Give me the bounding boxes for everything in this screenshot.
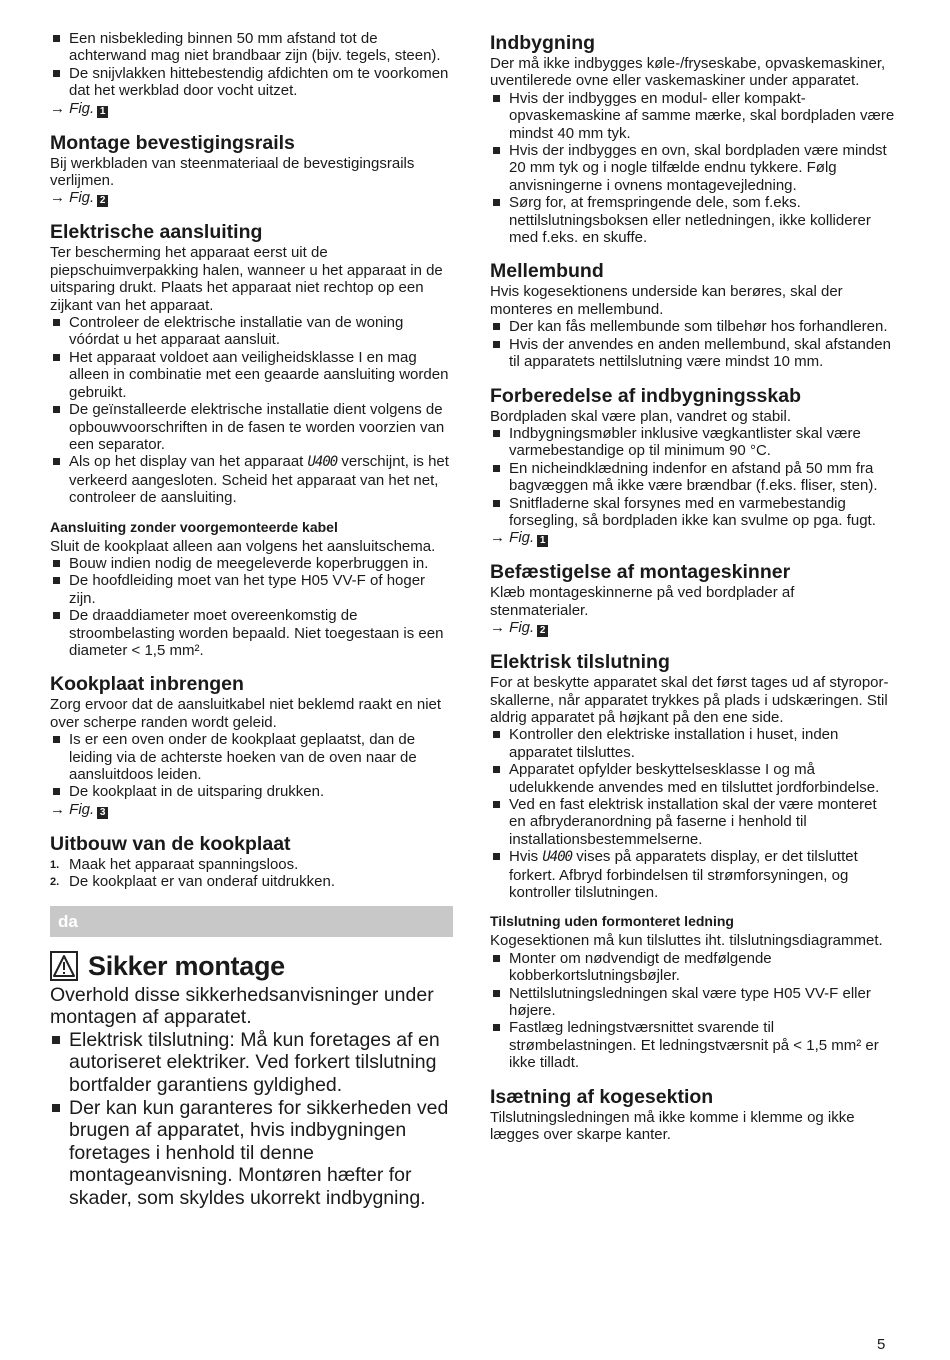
bullet-list xyxy=(490,90,895,247)
list-item: De kookplaat in de uitsparing drukken. xyxy=(50,783,455,800)
numbered-list xyxy=(50,856,455,891)
list-item: Der kan kun garanteres for sikkerheden ved brugen af apparatet, hvis indbygningen foretages i henhold til denne montageanvisning. Montøren hæfter for skader, som skyldes ukorrekt indbygning. xyxy=(50,1097,455,1210)
list-item: Sørg for, at fremspringende dele, som f.eks. nettilslutningsboksen eller netledningen, ikke kolliderer med f.eks. en skuffe. xyxy=(490,194,895,246)
paragraph: Kogesektionen må kun tilsluttes iht. tilslutningsdiagrammet. xyxy=(490,932,883,950)
section-heading: Indbygning xyxy=(490,32,596,54)
arrow-right-icon: → xyxy=(50,189,65,207)
figure-reference: → Fig. 1 xyxy=(490,529,895,547)
list-item: Der kan fås mellembunde som tilbehør hos forhandleren. xyxy=(490,318,895,335)
bullet-list xyxy=(50,731,455,801)
left-column xyxy=(50,30,455,1210)
paragraph: Bij werkbladen van steenmateriaal de bevestigingsrails verlijmen. xyxy=(50,154,415,190)
list-item: 2. De kookplaat er van onderaf uitdrukken. xyxy=(50,873,335,891)
language-bar xyxy=(50,906,453,937)
paragraph: Tilslutningsledningen må ikke komme i klemme og ikke lægges over skarpe kanter. xyxy=(490,1108,855,1144)
list-item: De geïnstalleerde elektrische installatie dient volgens de opbouwvoorschriften in de fasen te worden voorzien van een separator. xyxy=(50,401,455,453)
section-heading: Kookplaat inbrengen xyxy=(50,673,244,696)
list-item: Monter om nødvendigt de medfølgende kobberkortslutningsbøjler. xyxy=(490,950,895,985)
paragraph: Bordpladen skal være plan, vandret og stabil. xyxy=(490,407,792,425)
language-label: da xyxy=(58,911,78,931)
figure-number-badge: 3 xyxy=(97,807,108,819)
figure-reference: → Fig. 2 xyxy=(50,189,455,207)
figure-number-badge: 1 xyxy=(97,106,108,118)
safety-title-row xyxy=(50,951,455,982)
figure-number-badge: 2 xyxy=(537,625,548,637)
subsection-heading: Aansluiting zonder voorgemonteerde kabel xyxy=(50,518,338,535)
figure-reference: → Fig. 2 xyxy=(490,619,895,637)
list-item: Kontroller den elektriske installation i huset, inden apparatet tilsluttes. xyxy=(490,726,895,761)
bullet-list xyxy=(50,314,455,506)
display-code: U400 xyxy=(542,849,573,866)
section-heading: Forberedelse af indbygningsskab xyxy=(490,384,801,407)
figure-number-badge: 1 xyxy=(537,535,548,547)
intro-bullet-list xyxy=(50,30,455,100)
list-item: Ved en fast elektrisk installation skal der være monteret en afbryderanordning på faserne i henhold til installationsbestemmelserne. xyxy=(490,796,895,848)
warning-icon xyxy=(50,951,78,981)
list-item: Bouw indien nodig de meegeleverde koperbruggen in. xyxy=(50,555,455,572)
safety-bullet-list xyxy=(50,1029,455,1210)
display-code: U400 xyxy=(307,454,338,471)
bullet-list xyxy=(490,726,895,901)
figure-reference: → Fig. 1 xyxy=(50,100,455,118)
page-number: 5 xyxy=(877,1336,886,1353)
paragraph: Zorg ervoor dat de aansluitkabel niet beklemd raakt en niet over scherpe randen wordt geleid. xyxy=(50,696,442,731)
safety-title: Sikker montage xyxy=(88,950,285,981)
paragraph: For at beskytte apparatet skal det først tages ud af styropor-skallerne, når apparatet trykkes på plads i udskæringen. Stil aldrig apparatet på højkant på den ene side. xyxy=(490,674,889,726)
paragraph: Klæb montageskinnerne på ved bordplader af stenmaterialer. xyxy=(490,584,795,619)
arrow-right-icon: → xyxy=(490,619,505,637)
list-item: Het apparaat voldoet aan veiligheidsklasse I en mag alleen in combinatie met een geaarde aansluiting worden gebruikt. xyxy=(50,349,455,401)
section-heading: Mellembund xyxy=(490,260,604,283)
list-item: De hoofdleiding moet van het type H05 VV-F of hoger zijn. xyxy=(50,572,455,607)
list-item: Fastlæg ledningstværsnittet svarende til strømbelastningen. Et ledningstværsnit på < 1,5 mm² er ikke tilladt. xyxy=(490,1019,895,1071)
list-item: Is er een oven onder de kookplaat geplaatst, dan de leiding via de achterste hoeken van de oven naar de aansluitdoos leiden. xyxy=(50,731,455,783)
list-item: Hvis der anvendes en anden mellembund, skal afstanden til apparatets nettilslutning være mindst 10 mm. xyxy=(490,336,895,371)
list-item: Indbygningsmøbler inklusive vægkantlister skal være varmebestandige op til minimum 90 °C. xyxy=(490,425,895,460)
section-heading: Elektrisk tilslutning xyxy=(490,651,670,674)
list-item: De draaddiameter moet overeenkomstig de stroombelasting worden bepaald. Niet toegestaan is een diameter < 1,5 mm². xyxy=(50,607,455,659)
safety-paragraph: Overhold disse sikkerhedsanvisninger under montagen af apparatet. xyxy=(50,983,434,1029)
list-item: Hvis U400 vises på apparatets display, er det tilsluttet forkert. Afbryd forbindelsen til strømforsyningen, og kontroller tilslutningen. xyxy=(490,848,895,901)
bullet-list xyxy=(490,318,895,370)
section-heading: Befæstigelse af montageskinner xyxy=(490,561,791,584)
bullet-list xyxy=(490,425,895,529)
list-item: Nettilslutningsledningen skal være type H05 VV-F eller højere. xyxy=(490,985,895,1020)
paragraph: Der må ikke indbygges køle-/fryseskabe, opvaskemaskiner, uventilerede ovne eller vaskemaskiner under apparatet. xyxy=(490,55,886,90)
section-heading: Uitbouw van de kookplaat xyxy=(50,832,291,855)
paragraph: Hvis kogesektionens underside kan berøres, skal der monteres en mellembund. xyxy=(490,283,843,318)
paragraph: Sluit de kookplaat alleen aan volgens het aansluitschema. xyxy=(50,537,436,555)
section-heading: Montage bevestigingsrails xyxy=(50,131,295,154)
list-item: Elektrisk tilslutning: Må kun foretages af en autoriseret elektriker. Ved forkert tilslutning bortfalder garantiens gyldighed. xyxy=(50,1029,455,1097)
section-heading: Isætning af kogesektion xyxy=(490,1085,714,1108)
list-item: Hvis der indbygges en modul- eller kompakt-opvaskemaskine af samme mærke, skal bordpladen være mindst 40 mm tyk. xyxy=(490,90,895,142)
list-item: Als op het display van het apparaat U400 verschijnt, is het verkeerd aangesloten. Scheid het apparaat van het net, controleer de aansluiting. xyxy=(50,453,455,506)
arrow-right-icon: → xyxy=(50,99,65,117)
list-item: Apparatet opfylder beskyttelsesklasse I og må udelukkende anvendes med en tilsluttet jordforbindelse. xyxy=(490,761,895,796)
list-item: En nicheindklædning indenfor en afstand på 50 mm fra bagvæggen må ikke være brændbar (f.eks. fliser, sten). xyxy=(490,460,895,495)
list-item: Een nisbekleding binnen 50 mm afstand tot de achterwand mag niet brandbaar zijn (bijv. tegels, steen). xyxy=(50,30,455,65)
list-item: Controleer de elektrische installatie van de woning vóórdat u het apparaat aansluit. xyxy=(50,314,455,349)
arrow-right-icon: → xyxy=(50,800,65,818)
arrow-right-icon: → xyxy=(490,529,505,547)
section-heading: Elektrische aansluiting xyxy=(50,221,263,244)
list-item: De snijvlakken hittebestendig afdichten om te voorkomen dat het werkblad door vocht uitzet. xyxy=(50,65,455,100)
right-column xyxy=(490,30,895,1144)
figure-number-badge: 2 xyxy=(97,195,108,207)
list-item: Hvis der indbygges en ovn, skal bordpladen være mindst 20 mm tyk og i nogle tilfælde endnu tykkere. Følg anvisningerne i ovnens montagevejledning. xyxy=(490,142,895,194)
list-item: Snitfladerne skal forsynes med en varmebestandig forsegling, så bordpladen ikke kan svulme op pga. fugt. xyxy=(490,495,895,530)
paragraph: Ter bescherming het apparaat eerst uit de piepschuimverpakking halen, wanneer u het apparaat in de uitsparing drukt. Plaats het apparaat niet rechtop op een zijkant van het apparaat. xyxy=(50,244,443,314)
figure-reference: → Fig. 3 xyxy=(50,801,455,819)
bullet-list xyxy=(50,555,455,659)
bullet-list xyxy=(490,950,895,1072)
list-item: 1. Maak het apparaat spanningsloos. xyxy=(50,855,299,873)
subsection-heading: Tilslutning uden formonteret ledning xyxy=(490,913,734,930)
